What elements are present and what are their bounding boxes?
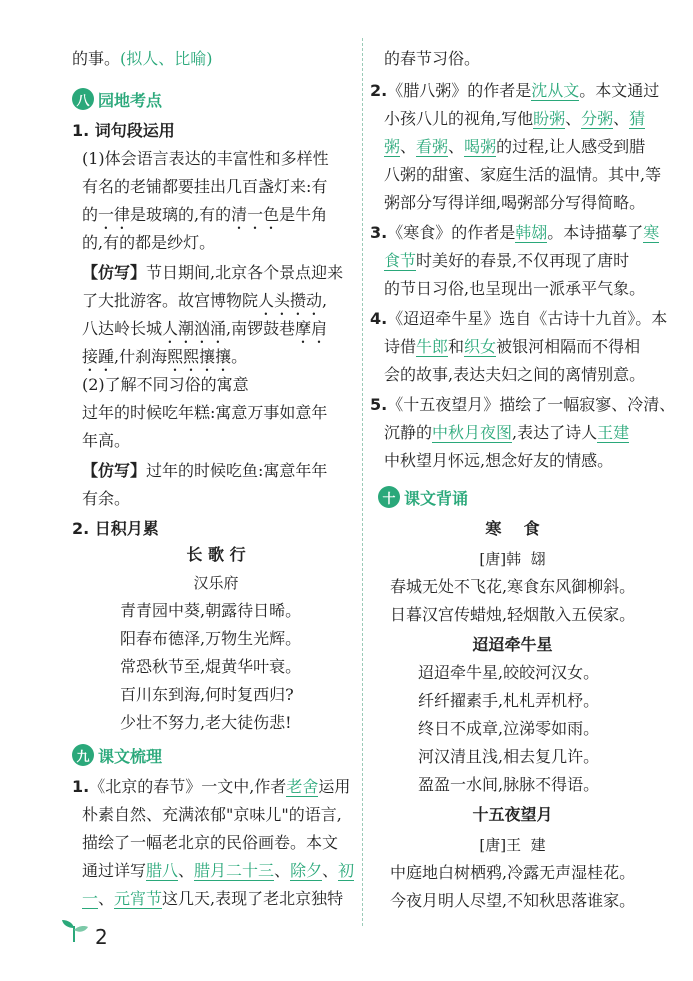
poem-line: 阳春布德泽,万物生光辉。 <box>120 629 302 648</box>
section-title: 课文背诵 <box>404 488 469 508</box>
text-line: 沉静的中秋月夜图,表达了诗人王建 <box>384 423 630 442</box>
text-line: 八粥的甜蜜、家庭生活的温情。其中,等 <box>384 165 662 184</box>
poem-line: 盈盈一水间,脉脉不得语。 <box>418 775 600 794</box>
imitation-tag: 【仿写】 <box>82 263 147 282</box>
poem-line: 常恐秋节至,焜黄华叶衰。 <box>120 657 302 676</box>
sub-question-2: (2)了解不同习俗的寓意 <box>82 375 249 394</box>
text-line: 2.《腊八粥》的作者是沈从文。本文通过 <box>370 81 660 100</box>
text-line: 一、元宵节这几天,表现了老北京独特 <box>82 889 344 908</box>
left-line-1: 的事。(拟人、比喻) <box>72 49 213 68</box>
poem-line: 春城无处不飞花,寒食东风御柳斜。 <box>390 577 636 596</box>
page-number: 2 <box>95 925 108 949</box>
text-line: 朴素自然、充满浓郁"京味儿"的语言, <box>82 805 342 824</box>
poem-line: 终日不成章,泣涕零如雨。 <box>418 719 600 738</box>
sub-question-1: (1)体会语言表达的丰富性和多样性 <box>82 149 329 168</box>
rhetoric-tag: (拟人、比喻) <box>120 49 213 68</box>
text-line: 描绘了一幅老北京的民俗画卷。本文 <box>82 833 339 852</box>
text-line: 诗借牛郎和织女被银河相隔而不得相 <box>384 337 641 356</box>
imitation-line: 【仿写】节日期间,北京各个景点迎来 <box>82 263 344 282</box>
text-line: 了大批游客。故宫博物院人头攒动, <box>82 291 328 310</box>
poem-title: 长 歌 行 <box>186 545 246 564</box>
poem-line: 青青园中葵,朝露待日晞。 <box>120 601 302 620</box>
poem-author: [唐]韩 翃 <box>479 550 546 568</box>
text-line: 的春节习俗。 <box>384 49 481 68</box>
section-heading-8 <box>72 88 162 110</box>
poem-title: 迢迢牵牛星 <box>472 635 553 654</box>
text-line: 的,有的都是纱灯。 <box>82 233 216 252</box>
text-line: 4.《迢迢牵牛星》选自《古诗十九首》。本 <box>370 309 668 328</box>
text-line: 年高。 <box>82 431 131 450</box>
section-number-badge: 八 <box>72 88 94 110</box>
text-line: 有名的老铺都要挂出几百盏灯来:有 <box>82 177 328 196</box>
poem-line: 河汉清且浅,相去复几许。 <box>418 747 600 766</box>
text-line: 粥部分写得详细,喝粥部分写得简略。 <box>384 193 646 212</box>
poem-line: 少壮不努力,老大徒伤悲! <box>120 713 292 732</box>
imitation-line: 【仿写】过年的时候吃鱼:寓意年年 <box>82 461 328 480</box>
poem-line: 今夜月明人尽望,不知秋思落谁家。 <box>390 891 636 910</box>
poem-line: 纤纤擢素手,札札弄机杼。 <box>418 691 600 710</box>
poem-line: 日暮汉宫传蜡烛,轻烟散入五侯家。 <box>390 605 636 624</box>
text-line: 会的故事,表达夫妇之间的离情别意。 <box>384 365 646 384</box>
poem-title: 十五夜望月 <box>472 805 553 824</box>
poem-line: 迢迢牵牛星,皎皎河汉女。 <box>418 663 600 682</box>
text-line: 小孩八儿的视角,写他盼粥、分粥、猜 <box>384 109 646 128</box>
text-line: 的一律是玻璃的,有的清一色是牛角 <box>82 205 328 224</box>
question-2-title: 2. 日积月累 <box>72 519 159 538</box>
column-divider <box>362 38 363 926</box>
section-number-badge: 十 <box>378 486 400 508</box>
text-line: 食节时美好的春景,不仅再现了唐时 <box>384 251 630 270</box>
text-line: 接踵,什刹海熙熙攘攘。 <box>82 347 248 366</box>
text-line: 粥、看粥、喝粥的过程,让人感受到腊 <box>384 137 646 156</box>
text-line: 中秋望月怀远,想念好友的情感。 <box>384 451 614 470</box>
poem-author: 汉乐府 <box>193 574 239 592</box>
section-title: 园地考点 <box>98 90 163 110</box>
text-line: 八达岭长城人潮汹涌,南锣鼓巷摩肩 <box>82 319 328 338</box>
section-title: 课文梳理 <box>98 746 163 766</box>
text-line: 过年的时候吃年糕:寓意万事如意年 <box>82 403 328 422</box>
sprout-icon <box>60 918 90 944</box>
text-line: 有余。 <box>82 489 131 508</box>
text-line: 通过详写腊八、腊月二十三、除夕、初 <box>82 861 355 880</box>
section-heading-10 <box>378 486 468 508</box>
text-line: 1.《北京的春节》一文中,作者老舍运用 <box>72 777 351 796</box>
poem-line: 中庭地白树栖鸦,冷露无声湿桂花。 <box>390 863 636 882</box>
answer-text: 老舍 <box>286 777 319 796</box>
imitation-tag: 【仿写】 <box>82 461 147 480</box>
question-1-title: 1. 词句段运用 <box>72 121 175 140</box>
text-line: 的节日习俗,也呈现出一派承平气象。 <box>384 279 646 298</box>
poem-author: [唐]王 建 <box>479 836 546 854</box>
text-line: 5.《十五夜望月》描绘了一幅寂寥、冷清、 <box>370 395 676 414</box>
section-number-badge: 九 <box>72 744 94 766</box>
section-heading-9 <box>72 744 162 766</box>
text-line: 3.《寒食》的作者是韩翃。本诗描摹了寒 <box>370 223 660 242</box>
poem-line: 百川东到海,何时复西归? <box>120 685 294 704</box>
poem-title: 寒 食 <box>485 519 540 538</box>
